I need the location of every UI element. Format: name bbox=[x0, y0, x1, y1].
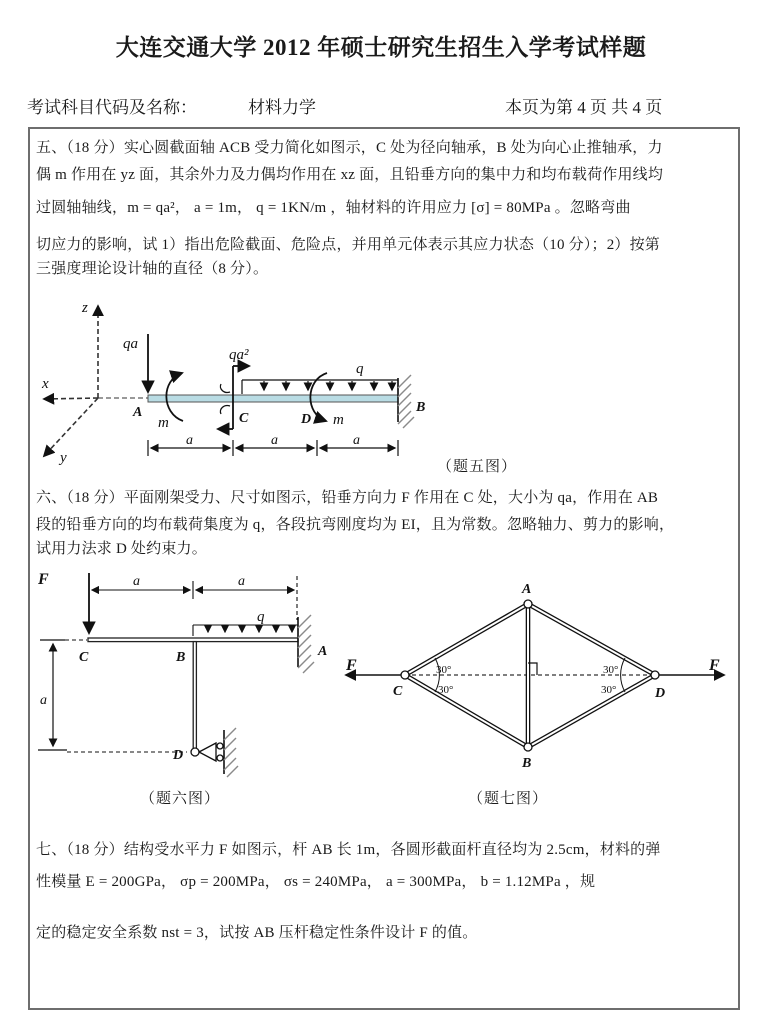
node-A-label: A bbox=[133, 405, 143, 420]
subject-code-label: 考试科目代码及名称： bbox=[27, 98, 197, 117]
m-label-D: m bbox=[333, 412, 344, 428]
problem-5-line-3: 过圆轴轴线，m = qa²， a = 1m， q = 1KN/m ，轴材料的许用应力 [σ] = 80MPa 。忽略弯曲 bbox=[36, 200, 631, 216]
node-C-label: C bbox=[393, 684, 403, 699]
problem-7-line-3: 定的稳定安全系数 nst = 3，试按 AB 压杆稳定性条件设计 F 的值。 bbox=[36, 925, 478, 941]
figure-6-caption: （题六图） bbox=[140, 791, 221, 807]
dim-a3-label: a bbox=[353, 433, 360, 448]
problem-6-line-3: 试用力法求 D 处约束力。 bbox=[36, 541, 207, 557]
dim-left-a: a bbox=[40, 693, 47, 708]
figure-6-frame-diagram bbox=[35, 568, 345, 783]
y-axis-label: y bbox=[60, 450, 67, 466]
problem-5-line-1: 五、（18 分）实心圆截面轴 ACB 受力简化如图示，C 处为径向轴承，B 处为向心止推轴承，力 bbox=[36, 140, 663, 156]
figure-7-caption: （题七图） bbox=[468, 791, 549, 807]
force-F-left-label: F bbox=[346, 657, 357, 674]
node-B-label: B bbox=[176, 650, 186, 665]
node-C-label: C bbox=[79, 650, 89, 665]
page-title: 大连交通大学 2012 年硕士研究生招生入学考试样题 bbox=[115, 35, 647, 60]
z-axis-label: z bbox=[82, 300, 88, 316]
distributed-load-q bbox=[193, 625, 298, 636]
column-BD bbox=[193, 642, 196, 750]
problem-7-line-1: 七、（18 分）结构受水平力 F 如图示，杆 AB 长 1m，各圆形截面杆直径均为 2.5cm，材料的弹 bbox=[36, 842, 661, 858]
shaft-beam bbox=[148, 395, 398, 402]
node-D-label: D bbox=[655, 686, 666, 701]
figure-5-shaft-diagram bbox=[30, 296, 535, 481]
dim-top-a1: a bbox=[133, 574, 140, 589]
dim-a2-label: a bbox=[271, 433, 278, 448]
angle-c-bottom: 30° bbox=[438, 684, 454, 696]
q-label: q bbox=[257, 609, 265, 625]
figure-5-caption: （题五图） bbox=[437, 459, 518, 475]
wall-support-B bbox=[398, 375, 414, 428]
problem-6-line-2: 段的铅垂方向的均布载荷集度为 q，各段抗弯刚度均为 EI，且为常数。忽略轴力、剪力的影响， bbox=[36, 517, 675, 533]
m-label-A: m bbox=[158, 415, 169, 431]
top-dimension bbox=[92, 576, 297, 620]
node-B-label: B bbox=[522, 756, 532, 771]
angle-d-bottom: 30° bbox=[601, 684, 617, 696]
problem-5-line-5: 三强度理论设计轴的直径（8 分）。 bbox=[36, 261, 269, 277]
angle-c-top: 30° bbox=[436, 664, 452, 676]
qa2-label: qa² bbox=[229, 347, 249, 363]
page-number-info: 本页为第 4 页 共 4 页 bbox=[505, 98, 663, 117]
coordinate-axes bbox=[44, 306, 148, 456]
angle-d-top: 30° bbox=[603, 664, 619, 676]
dim-a1-label: a bbox=[186, 433, 193, 448]
problem-7-line-2: 性模量 E = 200GPa， σp = 200MPa， σs = 240MPa， a = 300MPa， b = 1.12MPa ，规 bbox=[36, 874, 596, 890]
distributed-load-q bbox=[242, 380, 398, 394]
force-F-right-label: F bbox=[709, 657, 720, 674]
node-D-label: D bbox=[173, 748, 184, 763]
x-axis-label: x bbox=[42, 376, 49, 392]
problem-5-line-4: 切应力的影响，试 1）指出危险截面、危险点，并用单元体表示其应力状态（10 分）；2）按第 bbox=[36, 237, 661, 253]
dim-top-a2: a bbox=[238, 574, 245, 589]
force-F-label: F bbox=[38, 571, 49, 588]
roller-support-D bbox=[191, 728, 238, 777]
left-dimension bbox=[38, 640, 187, 752]
problem-5-line-2: 偶 m 作用在 yz 面，其余外力及力偶均作用在 xz 面，且铅垂方向的集中力和均布载荷作用线均 bbox=[36, 167, 664, 183]
problem-6-line-1: 六、（18 分）平面刚架受力、尺寸如图示，铅垂方向力 F 作用在 C 处，大小为 qa，作用在 AB bbox=[36, 490, 659, 506]
node-A-label: A bbox=[522, 582, 532, 597]
node-C-label: C bbox=[239, 411, 249, 426]
qa-label: qa bbox=[123, 336, 138, 352]
node-D-label: D bbox=[301, 412, 312, 427]
node-A-label: A bbox=[318, 644, 328, 659]
q-label: q bbox=[356, 361, 364, 377]
node-B-label: B bbox=[416, 400, 426, 415]
wall-support-A bbox=[298, 615, 314, 673]
subject-name: 材料力学 bbox=[248, 98, 316, 117]
figure-7-truss-diagram bbox=[340, 580, 730, 780]
